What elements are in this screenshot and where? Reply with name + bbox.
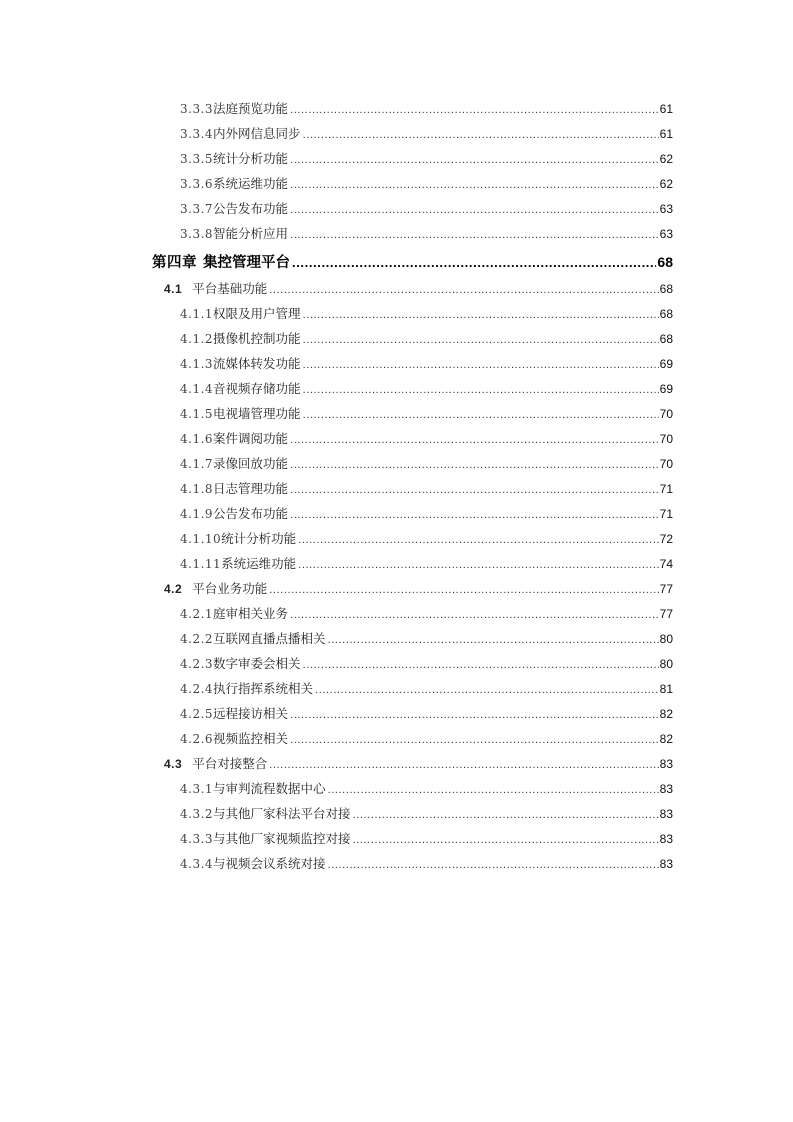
toc-entry-page-number: 61 [659,127,673,141]
toc-dot-leader [269,753,658,778]
toc-subsection-entry[interactable] [0,426,673,451]
toc-subsection-entry[interactable] [0,326,673,351]
toc-entry-number: 3.3.7 [180,202,214,216]
toc-dot-leader [269,278,658,303]
toc-subsection-entry[interactable] [0,776,673,801]
toc-entry-title: 统计分析功能 [221,531,297,546]
toc-entry-page-number: 80 [659,657,673,671]
toc-entry-number: 4.3.4 [180,857,214,871]
toc-section-entry[interactable] [0,276,673,301]
toc-entry-title: 与视频会议系统对接 [213,856,326,871]
toc-dot-leader [303,123,659,148]
toc-entry-page-number: 62 [659,177,673,191]
toc-dot-leader [290,173,659,198]
toc-entry-title: 平台基础功能 [192,281,268,296]
toc-entry-page-number: 72 [659,532,673,546]
toc-subsection-entry[interactable] [0,121,673,146]
toc-entry-number: 4.1.11 [180,557,222,571]
toc-entry-number: 4.2.4 [180,682,214,696]
toc-entry-page-number: 68 [657,254,673,270]
toc-entry-page-number: 81 [659,682,673,696]
toc-subsection-entry[interactable] [0,196,673,221]
toc-subsection-entry[interactable] [0,601,673,626]
toc-entry-title: 音视频存储功能 [213,381,301,396]
toc-entry-number: 4.2.1 [180,607,214,621]
toc-entry-title: 平台对接整合 [192,756,268,771]
toc-dot-leader [290,98,659,123]
toc-dot-leader [353,828,659,853]
toc-entry-title: 与其他厂家科法平台对接 [213,806,351,821]
toc-entry-page-number: 71 [659,482,673,496]
toc-entry-title: 案件调阅功能 [213,431,289,446]
toc-subsection-entry[interactable] [0,301,673,326]
toc-entry-title: 执行指挥系统相关 [213,681,314,696]
toc-entry-page-number: 83 [659,757,673,771]
toc-entry-page-number: 68 [659,307,673,321]
toc-entry-page-number: 70 [659,432,673,446]
toc-subsection-entry[interactable] [0,146,673,171]
toc-entry-page-number: 83 [659,807,673,821]
toc-subsection-entry[interactable] [0,171,673,196]
toc-entry-title: 远程接访相关 [213,706,289,721]
toc-entry-number: 4.1.10 [180,532,222,546]
toc-entry-number: 4.2.6 [180,732,214,746]
toc-entry-number: 第四章 [152,255,197,271]
toc-dot-leader [303,403,659,428]
toc-entry-title: 智能分析应用 [213,226,289,241]
toc-entry-title: 数字审委会相关 [213,656,301,671]
toc-entry-page-number: 63 [659,202,673,216]
toc-entry-title: 摄像机控制功能 [213,331,301,346]
toc-entry-page-number: 80 [659,632,673,646]
toc-entry-number: 4.1.5 [180,407,214,421]
toc-subsection-entry[interactable] [0,701,673,726]
toc-subsection-entry[interactable] [0,451,673,476]
table-of-contents [0,96,793,876]
toc-entry-title: 与其他厂家视频监控对接 [213,831,351,846]
toc-entry-page-number: 61 [659,102,673,116]
toc-entry-page-number: 70 [659,407,673,421]
toc-dot-leader [292,249,656,277]
toc-entry-number: 4.1.3 [180,357,214,371]
toc-entry-number: 4.2.5 [180,707,214,721]
toc-entry-page-number: 77 [659,607,673,621]
toc-entry-title: 内外网信息同步 [213,126,301,141]
toc-entry-page-number: 68 [659,332,673,346]
toc-entry-page-number: 83 [659,857,673,871]
toc-entry-number: 3.3.4 [180,127,214,141]
toc-entry-number: 4.1.7 [180,457,214,471]
toc-subsection-entry[interactable] [0,96,673,121]
toc-entry-number: 4.2.2 [180,632,214,646]
toc-entry-title: 互联网直播点播相关 [213,631,326,646]
toc-entry-number: 3.3.8 [180,227,214,241]
toc-entry-title: 庭审相关业务 [213,606,289,621]
toc-dot-leader [290,453,659,478]
toc-entry-page-number: 82 [659,707,673,721]
toc-dot-leader [290,148,659,173]
toc-entry-number: 4.1.1 [180,307,214,321]
toc-subsection-entry[interactable] [0,476,673,501]
toc-entry-page-number: 71 [659,507,673,521]
toc-dot-leader [290,478,659,503]
toc-entry-number: 4.2 [164,582,183,596]
toc-subsection-entry[interactable] [0,376,673,401]
toc-subsection-entry[interactable] [0,501,673,526]
toc-entry-page-number: 68 [659,282,673,296]
toc-entry-page-number: 83 [659,782,673,796]
toc-entry-number: 4.3 [164,757,183,771]
toc-entry-page-number: 82 [659,732,673,746]
toc-subsection-entry[interactable] [0,726,673,751]
toc-dot-leader [303,378,659,403]
toc-entry-title: 系统运维功能 [221,556,297,571]
toc-dot-leader [315,678,659,703]
toc-entry-number: 4.1.9 [180,507,214,521]
toc-entry-number: 4.3.3 [180,832,214,846]
toc-dot-leader [269,578,658,603]
toc-entry-title: 权限及用户管理 [213,306,301,321]
toc-subsection-entry[interactable] [0,351,673,376]
toc-subsection-entry[interactable] [0,221,673,246]
toc-entry-number: 3.3.3 [180,102,214,116]
toc-dot-leader [290,198,659,223]
toc-subsection-entry[interactable] [0,801,673,826]
toc-dot-leader [290,428,659,453]
toc-entry-title: 公告发布功能 [213,506,289,521]
toc-subsection-entry[interactable] [0,526,673,551]
toc-dot-leader [303,653,659,678]
toc-entry-title: 平台业务功能 [192,581,268,596]
toc-entry-title: 录像回放功能 [213,456,289,471]
toc-entry-title: 公告发布功能 [213,201,289,216]
toc-chapter-entry[interactable] [0,248,673,276]
toc-subsection-entry[interactable] [0,851,673,876]
toc-dot-leader [353,803,659,828]
toc-dot-leader [290,603,659,628]
toc-entry-page-number: 69 [659,382,673,396]
toc-entry-number: 3.3.5 [180,152,214,166]
toc-entry-title: 统计分析功能 [213,151,289,166]
toc-entry-page-number: 74 [659,557,673,571]
toc-dot-leader [290,703,659,728]
toc-section-entry[interactable] [0,751,673,776]
toc-entry-page-number: 70 [659,457,673,471]
toc-entry-title: 电视墙管理功能 [213,406,301,421]
toc-subsection-entry[interactable] [0,826,673,851]
toc-entry-number: 4.2.3 [180,657,214,671]
toc-dot-leader [290,223,659,248]
toc-entry-page-number: 69 [659,357,673,371]
toc-dot-leader [303,328,659,353]
toc-entry-number: 4.3.1 [180,782,214,796]
toc-subsection-entry[interactable] [0,651,673,676]
toc-dot-leader [303,353,659,378]
toc-entry-title: 日志管理功能 [213,481,289,496]
toc-entry-page-number: 62 [659,152,673,166]
toc-entry-number: 4.1.8 [180,482,214,496]
toc-entry-number: 4.1.6 [180,432,214,446]
toc-entry-number: 4.3.2 [180,807,214,821]
toc-subsection-entry[interactable] [0,676,673,701]
toc-dot-leader [298,528,658,553]
toc-dot-leader [298,553,658,578]
toc-entry-title: 法庭预览功能 [213,101,289,116]
toc-entry-number: 4.1 [164,282,183,296]
toc-subsection-entry[interactable] [0,626,673,651]
toc-section-entry[interactable] [0,576,673,601]
toc-entry-page-number: 77 [659,582,673,596]
toc-entry-title: 视频监控相关 [213,731,289,746]
toc-dot-leader [303,303,659,328]
toc-dot-leader [290,728,659,753]
toc-entry-number: 4.1.2 [180,332,214,346]
toc-dot-leader [328,853,659,878]
toc-entry-number: 4.1.4 [180,382,214,396]
toc-entry-title: 系统运维功能 [213,176,289,191]
toc-entry-title: 流媒体转发功能 [213,356,301,371]
toc-entry-title: 集控管理平台 [203,255,290,271]
toc-subsection-entry[interactable] [0,551,673,576]
toc-dot-leader [328,778,659,803]
toc-entry-number: 3.3.6 [180,177,214,191]
toc-dot-leader [328,628,659,653]
toc-entry-title: 与审判流程数据中心 [213,781,326,796]
toc-dot-leader [290,503,659,528]
toc-entry-page-number: 63 [659,227,673,241]
toc-subsection-entry[interactable] [0,401,673,426]
toc-entry-page-number: 83 [659,832,673,846]
